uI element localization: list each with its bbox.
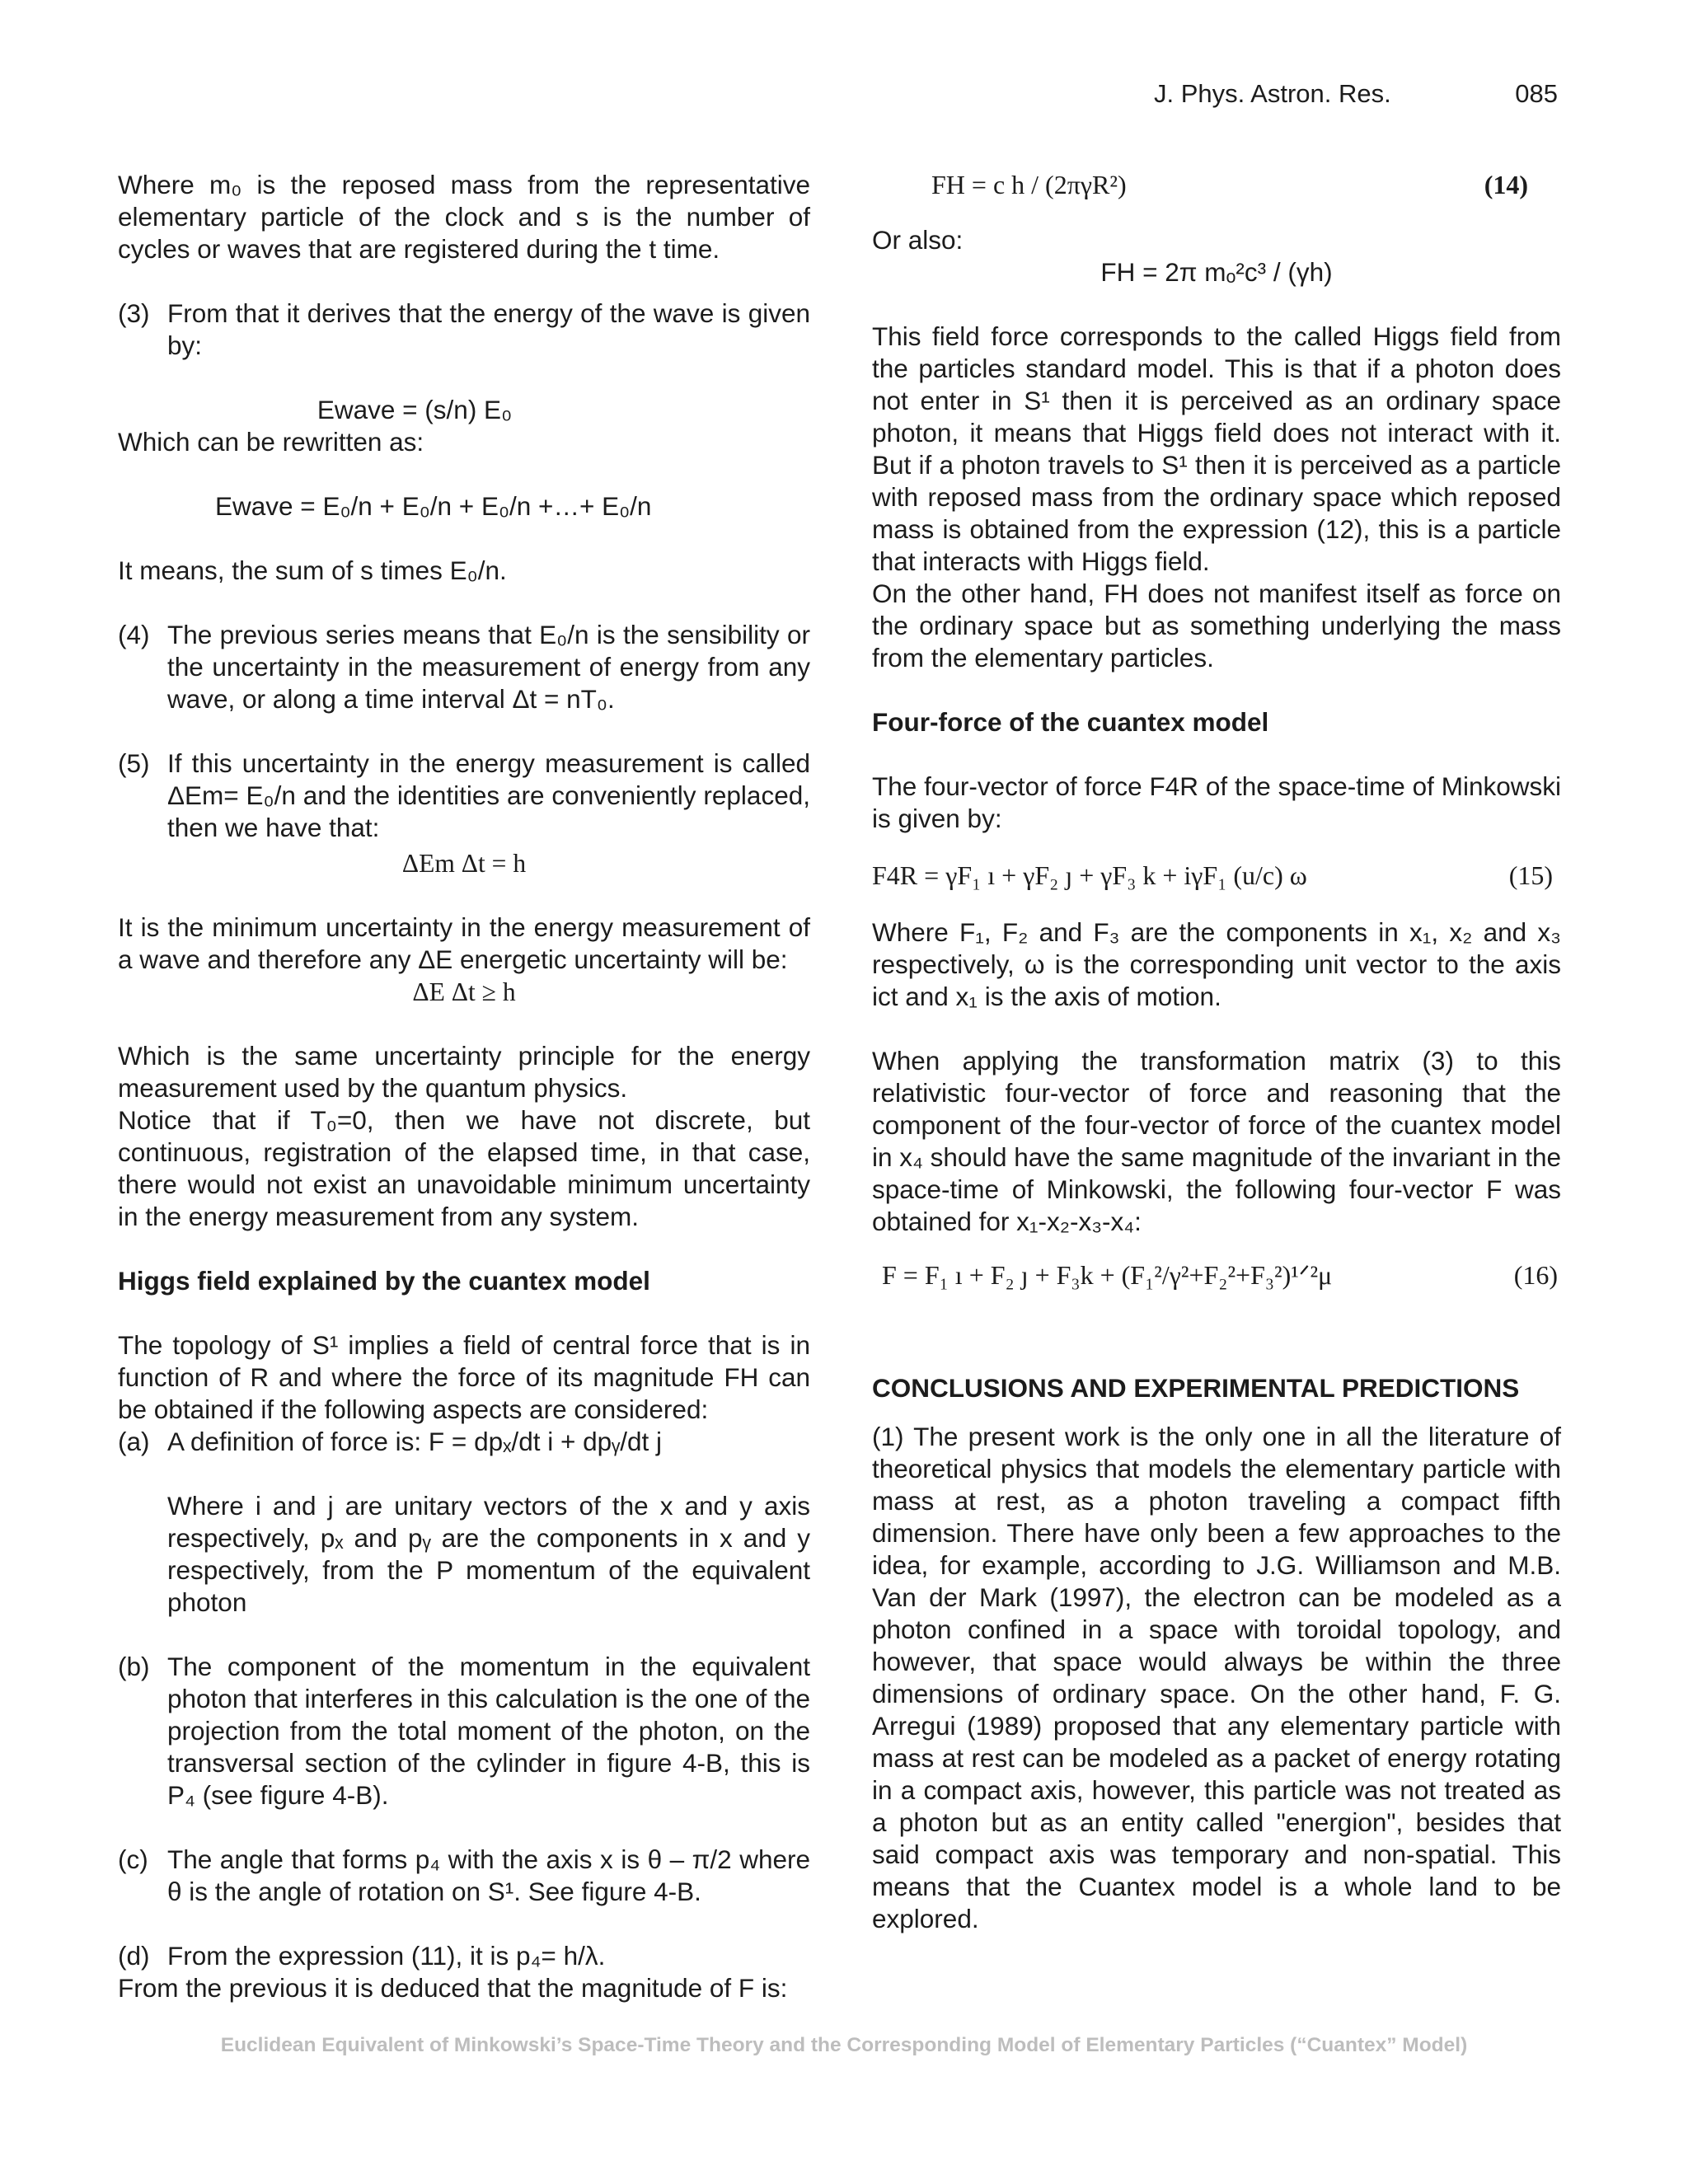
paragraph: Where m₀ is the reposed mass from the representative elementary particle of the clock and s is the number of cycles or waves that are registered during the t time. — [118, 170, 810, 264]
left-column — [118, 169, 810, 2004]
equation-14b: FH = 2π mₒ²c³ / (γh) — [1100, 257, 1333, 287]
list-text: The component of the momentum in the equivalent photon that interferes in this calculation is the one of the projection from the total moment of the photon, on the transversal section of the cylinder in figure 4-B, this is P₄ (see figure 4-B). — [167, 1652, 810, 1810]
list-item — [118, 1426, 810, 1458]
list-number: (d) — [118, 1941, 150, 1971]
equation-15 — [872, 860, 1561, 892]
equation-delta-em: ΔEm Δt = h — [401, 849, 527, 878]
equation-14-body: FH = c h / (2πγR²) — [931, 170, 1127, 199]
list-number: (3) — [118, 298, 150, 328]
paragraph: Which is the same uncertainty principle for the energy measurement used by the quantum physics. — [118, 1041, 810, 1103]
paragraph: From the previous it is deduced that the magnitude of F is: — [118, 1973, 788, 2003]
paragraph: Where F₁, F₂ and F₃ are the components in x₁, x₂ and x₃ respectively, ω is the corresponding unit vector to the axis ict and x₁ is the axis of motion. — [872, 917, 1561, 1011]
paragraph: (1) The present work is the only one in all the literature of theoretical physics that models the elementary particle with mass at rest, as a photon traveling a compact fifth dimension. There have only been a few approaches to the idea, for example, according to J.G. Williamson and M.B. Van der Mark (1997), the electron can be modeled as a photon confined in a space with toroidal topology, and however, that space would always be within the three dimensions of ordinary space. On the other hand, F. G. Arregui (1989) proposed that any elementary particle with mass at rest can be modeled as a packet of energy rotating in a compact axis, however, this particle was not treated as a photon but as an entity called "energion", besides that said compact axis was temporary and non-spatial. This means that the Cuantex model is a whole land to be explored. — [872, 1422, 1561, 1933]
equation-16-number: (16) — [1513, 1260, 1558, 1290]
list-item — [118, 298, 810, 362]
equation-sum: Ewave = E₀/n + E₀/n + E₀/n +…+ E₀/n — [215, 491, 652, 521]
journal-name: J. Phys. Astron. Res. — [1154, 79, 1391, 108]
paragraph: On the other hand, FH does not manifest itself as force on the ordinary space but as something underlying the mass from the elementary particles. — [872, 579, 1561, 673]
list-text: A definition of force is: F = dpₓ/dt i + dpᵧ/dt j — [167, 1427, 663, 1456]
list-subtext: Where i and j are unitary vectors of the x and y axis respectively, pₓ and pᵧ are the components in x and y respectively, from the P momentum of the equivalent photon — [167, 1491, 810, 1617]
paragraph: It is the minimum uncertainty in the energy measurement of a wave and therefore any ΔE energetic uncertainty will be: — [118, 912, 810, 974]
equation-delta-e: ΔE Δt ≥ h — [412, 977, 516, 1006]
paragraph: The four-vector of force F4R of the space-time of Minkowski is given by: — [872, 771, 1561, 833]
list-text: From the expression (11), it is p₄= h/λ. — [167, 1941, 606, 1971]
list-text: If this uncertainty in the energy measurement is called ΔEm= E₀/n and the identities are conveniently replaced, then we have that: — [167, 748, 810, 842]
section-heading: Four-force of the cuantex model — [872, 707, 1269, 737]
list-number: (a) — [118, 1427, 150, 1456]
right-column — [872, 169, 1561, 1935]
equation-14-number: (14) — [1484, 170, 1528, 199]
equation-16 — [872, 1259, 1561, 1291]
running-footer: Euclidean Equivalent of Minkowski’s Space-Time Theory and the Corresponding Model of Elementary Particles (“Cuantex” Model) — [220, 2034, 1468, 2056]
paragraph: The topology of S¹ implies a field of central force that is in function of R and where the force of its magnitude FH can be obtained if the following aspects are considered: — [118, 1330, 810, 1424]
equation-16-body: F = F₁ ı + F₂ ȷ + F₃k + (F₁²/γ²+F₂²+F₃²)¹ᐟ²μ — [882, 1260, 1333, 1290]
list-text: The angle that forms p₄ with the axis x is θ – π/2 where θ is the angle of rotation on S¹. See figure 4-B. — [167, 1844, 810, 1906]
equation-ewave: Ewave = (s/n) E₀ — [316, 395, 513, 424]
paragraph: This field force corresponds to the called Higgs field from the particles standard model. This is that if a photon does not enter in S¹ then it is perceived as an ordinary space photon, it means that Higgs field does not interact with it. But if a photon travels to S¹ then it is perceived as a particle with reposed mass from the ordinary space which reposed mass is obtained from the expression (12), this is a particle that interacts with Higgs field. — [872, 321, 1561, 576]
page-header — [1154, 79, 1558, 109]
paragraph: Or also: — [872, 225, 964, 255]
list-number: (5) — [118, 748, 150, 778]
list-text: The previous series means that E₀/n is the sensibility or the uncertainty in the measurement of energy from any wave, or along a time interval Δt = nT₀. — [167, 620, 810, 714]
section-heading: CONCLUSIONS AND EXPERIMENTAL PREDICTIONS — [872, 1373, 1520, 1403]
paragraph: Notice that if T₀=0, then we have not discrete, but continuous, registration of the elapsed time, in that case, there would not exist an unavoidable minimum uncertainty in the energy measurement from any system. — [118, 1105, 810, 1231]
list-item — [118, 1844, 810, 1908]
equation-15-number: (15) — [1508, 860, 1553, 890]
list-number: (b) — [118, 1652, 150, 1681]
list-item — [118, 619, 810, 715]
list-number: (4) — [118, 620, 150, 649]
paragraph: It means, the sum of s times E₀/n. — [118, 555, 507, 585]
list-item — [118, 748, 810, 844]
equation-14 — [872, 169, 1561, 201]
list-item — [118, 1940, 810, 1972]
list-text: From that it derives that the energy of the wave is given by: — [167, 298, 810, 360]
section-heading: Higgs field explained by the cuantex model — [118, 1266, 650, 1296]
paragraph: Which can be rewritten as: — [118, 427, 424, 457]
list-number: (c) — [118, 1844, 148, 1874]
paragraph: When applying the transformation matrix (3) to this relativistic four-vector of force and reasoning that the component of the four-vector of force of the cuantex model in x₄ should have the same magnitude of the invariant in the space-time of Minkowski, the following four-vector F was obtained for x₁-x₂-x₃-x₄: — [872, 1046, 1561, 1236]
list-item — [118, 1651, 810, 1811]
equation-15-body: F4R = γF₁ ı + γF₂ ȷ + γF₃ k + iγF₁ (u/c) ω — [872, 860, 1307, 890]
page-number: 085 — [1515, 79, 1558, 108]
